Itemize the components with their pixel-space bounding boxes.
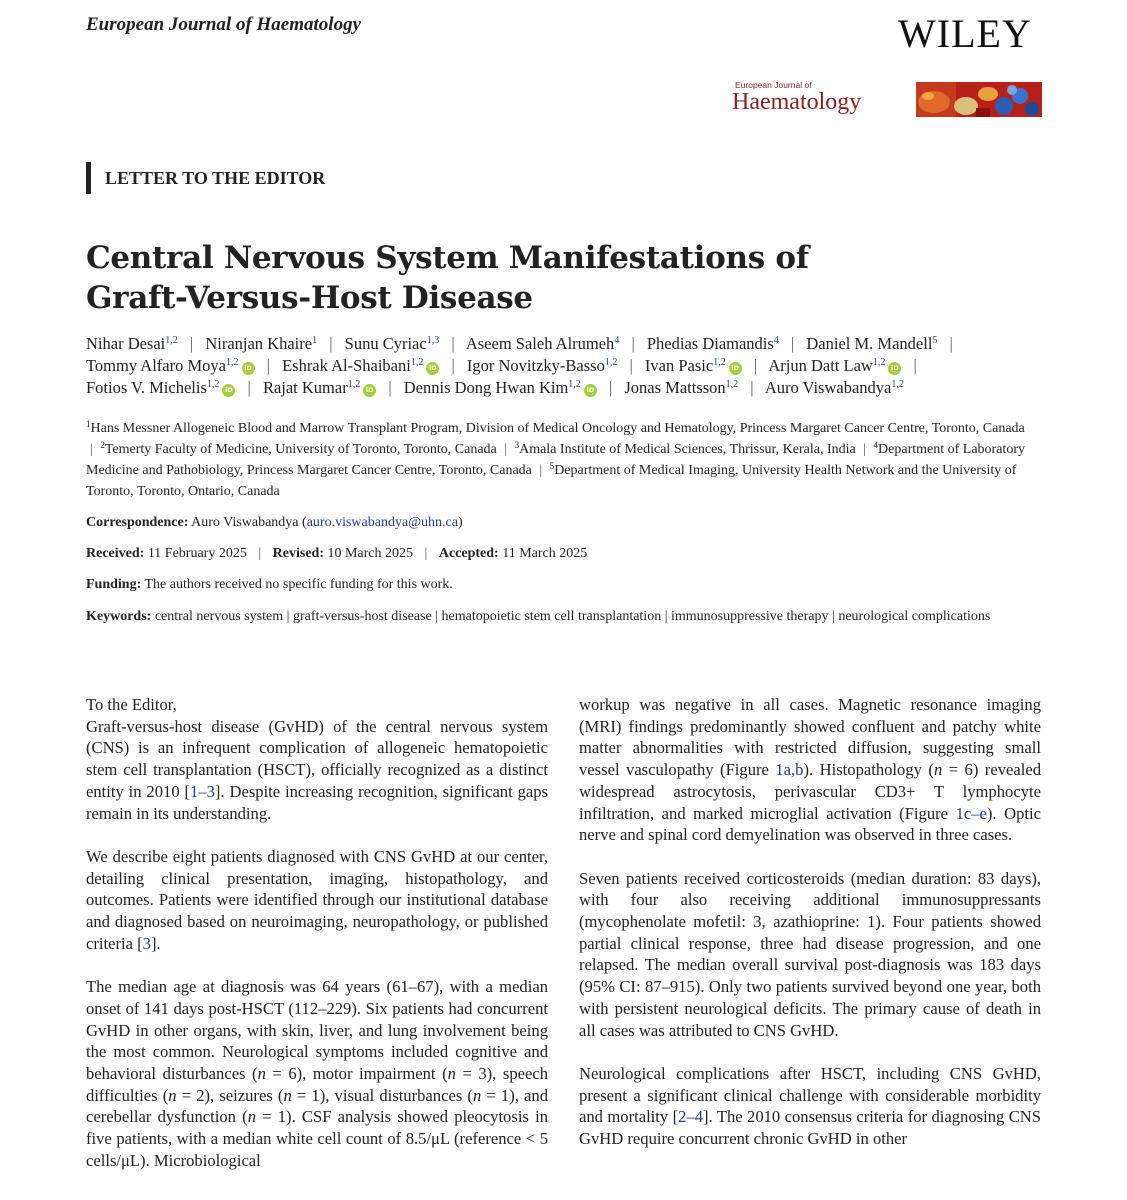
body-paragraph: Neurological complications after HSCT, including CNS GvHD, present a significant clinical challenge with considerable morbidity and mortality [2–4]. The 2010 consensus criteria for diagnosing CNS GvHD require concurrent chronic GvHD in other bbox=[579, 1063, 1041, 1149]
accepted-date: 11 March 2025 bbox=[502, 546, 588, 561]
italic-variable: n bbox=[168, 1085, 177, 1105]
article-section-label: LETTER TO THE EDITOR bbox=[86, 162, 325, 194]
body-paragraph: Graft-versus-host disease (GvHD) of the central nervous system (CNS) is an infrequent complication of allogeneic hematopoietic stem cell transplantation (HSCT), officially recognized as a distinct entity in 2010 [1–3]. Despite increasing recognition, significant gaps remain in its understanding. bbox=[86, 716, 549, 823]
funding bbox=[86, 577, 1036, 593]
affiliation-number: 2 bbox=[100, 440, 105, 450]
author-affiliation-sup: 5 bbox=[932, 335, 938, 346]
orcid-icon[interactable]: iD bbox=[584, 384, 597, 397]
italic-variable: n bbox=[283, 1085, 292, 1105]
correspondence-name: Auro Viswabandya bbox=[191, 515, 299, 530]
keyword-list: central nervous system | graft-versus-host disease | hematopoietic stem cell transplantation | immunosuppressive therapy | neurological complications bbox=[154, 609, 991, 624]
author-name[interactable]: Phedias Diamandis$^4$ bbox=[646, 334, 779, 353]
journal-name: European Journal of Haematology bbox=[86, 14, 361, 35]
author-affiliation-sup: 4 bbox=[614, 335, 620, 346]
affiliation-separator: | bbox=[90, 442, 93, 457]
author-separator: | bbox=[266, 356, 270, 375]
author-affiliation-sup: 1,2 bbox=[713, 357, 726, 368]
author-affiliation-sup: 1,2 bbox=[891, 379, 904, 390]
author-name[interactable]: Dennis Dong Hwan Kim$^{1,2}$ iD bbox=[404, 378, 597, 397]
author-separator: | bbox=[451, 356, 455, 375]
body-column-left bbox=[86, 694, 548, 1171]
article-dates bbox=[86, 546, 1036, 562]
author-name[interactable]: Nihar Desai$^{1,2}$ bbox=[86, 334, 178, 353]
author-name[interactable]: Auro Viswabandya$^{1,2}$ bbox=[764, 378, 904, 397]
orcid-icon[interactable]: iD bbox=[426, 362, 439, 375]
author-affiliation-sup: 1,2 bbox=[568, 379, 581, 390]
body-paragraph: workup was negative in all cases. Magnetic resonance imaging (MRI) findings predominantly showed confluent and patchy white matter abnormalities with restricted diffusion, suggesting small vessel vasculopathy (Figure 1a,b). Histopathology (n = 6) revealed widespread astrocytosis, perivascular CD3+ T lymphocyte infiltration, and marked microglial activation (Figure 1c–e). Optic nerve and spinal cord demyelination was observed in three cases. bbox=[579, 695, 1042, 845]
article-title bbox=[86, 238, 986, 318]
affiliation-separator: | bbox=[539, 463, 543, 478]
italic-variable: n bbox=[247, 1107, 256, 1127]
received-label: Received: bbox=[86, 546, 145, 561]
italic-variable: n bbox=[933, 760, 943, 780]
funding-text: The authors received no specific funding for this work. bbox=[144, 577, 453, 592]
body-paragraph: We describe eight patients diagnosed with CNS GvHD at our center, detailing clinical presentation, imaging, histopathology, and outcomes. Patients were identified through our institutional database and diagnosed based on neuroimaging, neuropathology, or published criteria [3]. bbox=[86, 846, 548, 953]
author-separator: | bbox=[388, 378, 392, 397]
italic-variable: n bbox=[257, 1063, 266, 1083]
italic-variable: n bbox=[472, 1085, 482, 1105]
affiliation-separator: | bbox=[504, 442, 508, 457]
affiliation-item: $^3$Amala Institute of Medical Sciences, Thrissur, Kerala, India bbox=[514, 440, 856, 457]
author-separator: | bbox=[949, 334, 953, 353]
citation-link[interactable]: 2–4 bbox=[678, 1107, 704, 1127]
author-list bbox=[86, 333, 1046, 399]
affiliation-item: $^5$Department of Medical Imaging, University Health Network and the University of Toronto, Toronto, Ontario, Canada bbox=[86, 461, 1017, 499]
author-affiliation-sup: 1,2 bbox=[604, 357, 618, 368]
body-paragraph: The median age at diagnosis was 64 years (61–67), with a median onset of 141 days post-HSCT (112–229). Six patients had concurrent GvHD in other organs, with skin, liver, and lung involvement being the most common. Neurological symptoms included cognitive and behavioral disturbances (n = 6), motor impairment (n = 3), speech difficulties (n = 2), seizures (n = 1), visual disturbances (n = 1), and cerebellar dysfunction (n = 1). CSF analysis showed pleocytosis in five patients, with a median white cell count of 8.5/μL (reference < 5 cells/μL). Microbiological bbox=[86, 977, 549, 1170]
publisher-logo[interactable]: WILEY bbox=[898, 11, 1032, 56]
author-name[interactable]: Rajat Kumar$^{1,2}$ iD bbox=[263, 378, 376, 397]
affiliation-item: $^1$Hans Messner Allogeneic Blood and Marrow Transplant Program, Division of Medical Oncology and Hematology, Princess Margaret Cancer Centre, Toronto, Canada bbox=[86, 419, 1025, 436]
affiliation-item: $^2$Temerty Faculty of Medicine, University of Toronto, Toronto, Canada bbox=[100, 440, 497, 457]
affiliation-item: $^4$Department of Laboratory Medicine and Pathobiology, Princess Margaret Cancer Centre, Toronto, Canada bbox=[86, 440, 1025, 478]
affiliation-number: 1 bbox=[86, 419, 91, 429]
italic-variable: n bbox=[447, 1063, 456, 1083]
keyword[interactable]: immunosuppressive therapy bbox=[671, 609, 829, 624]
keyword[interactable]: hematopoietic stem cell transplantation bbox=[441, 609, 662, 624]
author-separator: | bbox=[753, 356, 758, 375]
author-affiliation-sup: 1,2 bbox=[410, 357, 424, 368]
correspondence-email-link[interactable]: auro.viswabandya@uhn.ca bbox=[306, 515, 458, 530]
author-name[interactable]: Aseem Saleh Alrumeh$^4$ bbox=[465, 334, 620, 353]
revised-label: Revised: bbox=[272, 546, 324, 561]
author-affiliation-sup: 1,2 bbox=[347, 379, 361, 390]
author-separator: | bbox=[189, 334, 194, 353]
author-affiliation-sup: 1,2 bbox=[206, 379, 220, 390]
journal-cover-image bbox=[916, 82, 1042, 117]
author-name[interactable]: Niranjan Khaire$^1$ bbox=[205, 334, 318, 353]
author-separator: | bbox=[329, 334, 333, 353]
funding-label: Funding: bbox=[86, 577, 142, 592]
affiliation-separator: | bbox=[863, 442, 867, 457]
citation-link[interactable]: 3 bbox=[142, 933, 151, 953]
body-paragraph: Seven patients received corticosteroids (median duration: 83 days), with four also receiving additional immunosuppressants (mycophenolate mofetil: 3, azathioprine: 1). Four patients showed partial clinical response, three had disease progression, and one relapsed. The median overall survival post-diagnosis was 183 days (95% CI: 87–915). Only two patients survived beyond one year, both with persistent neurological deficits. The primary cause of death in all cases was attributed to CNS GvHD. bbox=[579, 868, 1041, 1040]
citation-link[interactable]: 1a,b bbox=[775, 760, 804, 780]
keywords bbox=[86, 607, 1036, 627]
journal-logo-big-text: Haematology bbox=[732, 89, 862, 115]
author-name[interactable]: Igor Novitzky-Basso$^{1,2}$ bbox=[466, 356, 618, 375]
author-name[interactable]: Sunu Cyriac$^{1,3}$ bbox=[344, 334, 440, 353]
revised-date: 10 March 2025 bbox=[327, 546, 414, 561]
author-name[interactable]: Tommy Alfaro Moya$^{1,2}$ iD bbox=[86, 356, 255, 375]
correspondence: Correspondence: Auro Viswabandya (auro.viswabandya@uhn.ca) bbox=[86, 515, 463, 530]
author-name[interactable]: Daniel M. Mandell$^5$ bbox=[806, 334, 938, 353]
author-affiliation-sup: 4 bbox=[773, 335, 779, 346]
orcid-icon[interactable]: iD bbox=[729, 362, 742, 375]
author-name[interactable]: Jonas Mattsson$^{1,2}$ bbox=[624, 378, 739, 397]
affiliation-number: 3 bbox=[514, 440, 520, 450]
journal-logo[interactable] bbox=[732, 80, 892, 120]
author-affiliation-sup: 1,2 bbox=[165, 335, 178, 346]
date-separator: | bbox=[258, 546, 262, 561]
author-name[interactable]: Eshrak Al-Shaibani$^{1,2}$ iD bbox=[282, 356, 439, 375]
correspondence-label: Correspondence: bbox=[86, 515, 189, 530]
keyword[interactable]: neurological complications bbox=[838, 609, 991, 624]
author-separator: | bbox=[631, 334, 635, 353]
keyword[interactable]: graft-versus-host disease bbox=[292, 609, 432, 624]
body-paragraph: To the Editor, bbox=[86, 695, 177, 714]
author-separator: | bbox=[913, 356, 917, 375]
author-affiliation-sup: 1,2 bbox=[725, 379, 739, 390]
affiliations bbox=[86, 418, 1036, 502]
author-separator: | bbox=[451, 334, 455, 353]
author-separator: | bbox=[629, 356, 633, 375]
keyword[interactable]: central nervous system bbox=[154, 609, 284, 624]
author-separator: | bbox=[790, 334, 795, 353]
article-title-line-2: Graft-Versus-Host Disease bbox=[86, 280, 533, 316]
author-affiliation-sup: 1,2 bbox=[226, 357, 239, 368]
journal-logo-small-text: European Journal of bbox=[735, 80, 812, 90]
author-separator: | bbox=[247, 378, 251, 397]
date-separator: | bbox=[424, 546, 428, 561]
author-name[interactable]: Ivan Pasic$^{1,2}$ iD bbox=[645, 356, 742, 375]
citation-link[interactable]: 1c–e bbox=[955, 803, 987, 823]
keywords-label: Keywords: bbox=[86, 609, 152, 624]
received-date: 11 February 2025 bbox=[147, 546, 247, 561]
author-name[interactable]: Fotios V. Michelis$^{1,2}$ iD bbox=[86, 378, 235, 397]
author-affiliation-sup: 1 bbox=[312, 335, 318, 346]
orcid-icon[interactable]: iD bbox=[363, 384, 376, 397]
affiliation-number: 5 bbox=[549, 461, 555, 471]
author-affiliation-sup: 1,2 bbox=[872, 357, 886, 368]
orcid-icon[interactable]: iD bbox=[242, 362, 255, 375]
author-separator: | bbox=[750, 378, 754, 397]
author-affiliation-sup: 1,3 bbox=[426, 335, 440, 346]
article-title-line-1: Central Nervous System Manifestations of bbox=[86, 240, 809, 276]
orcid-icon[interactable]: iD bbox=[222, 384, 235, 397]
body-column-right bbox=[579, 694, 1041, 1150]
orcid-icon[interactable]: iD bbox=[888, 362, 901, 375]
author-separator: | bbox=[608, 378, 613, 397]
author-name[interactable]: Arjun Datt Law$^{1,2}$ iD bbox=[768, 356, 901, 375]
accepted-label: Accepted: bbox=[438, 546, 499, 561]
citation-link[interactable]: 1–3 bbox=[190, 781, 215, 801]
affiliation-number: 4 bbox=[873, 440, 879, 450]
